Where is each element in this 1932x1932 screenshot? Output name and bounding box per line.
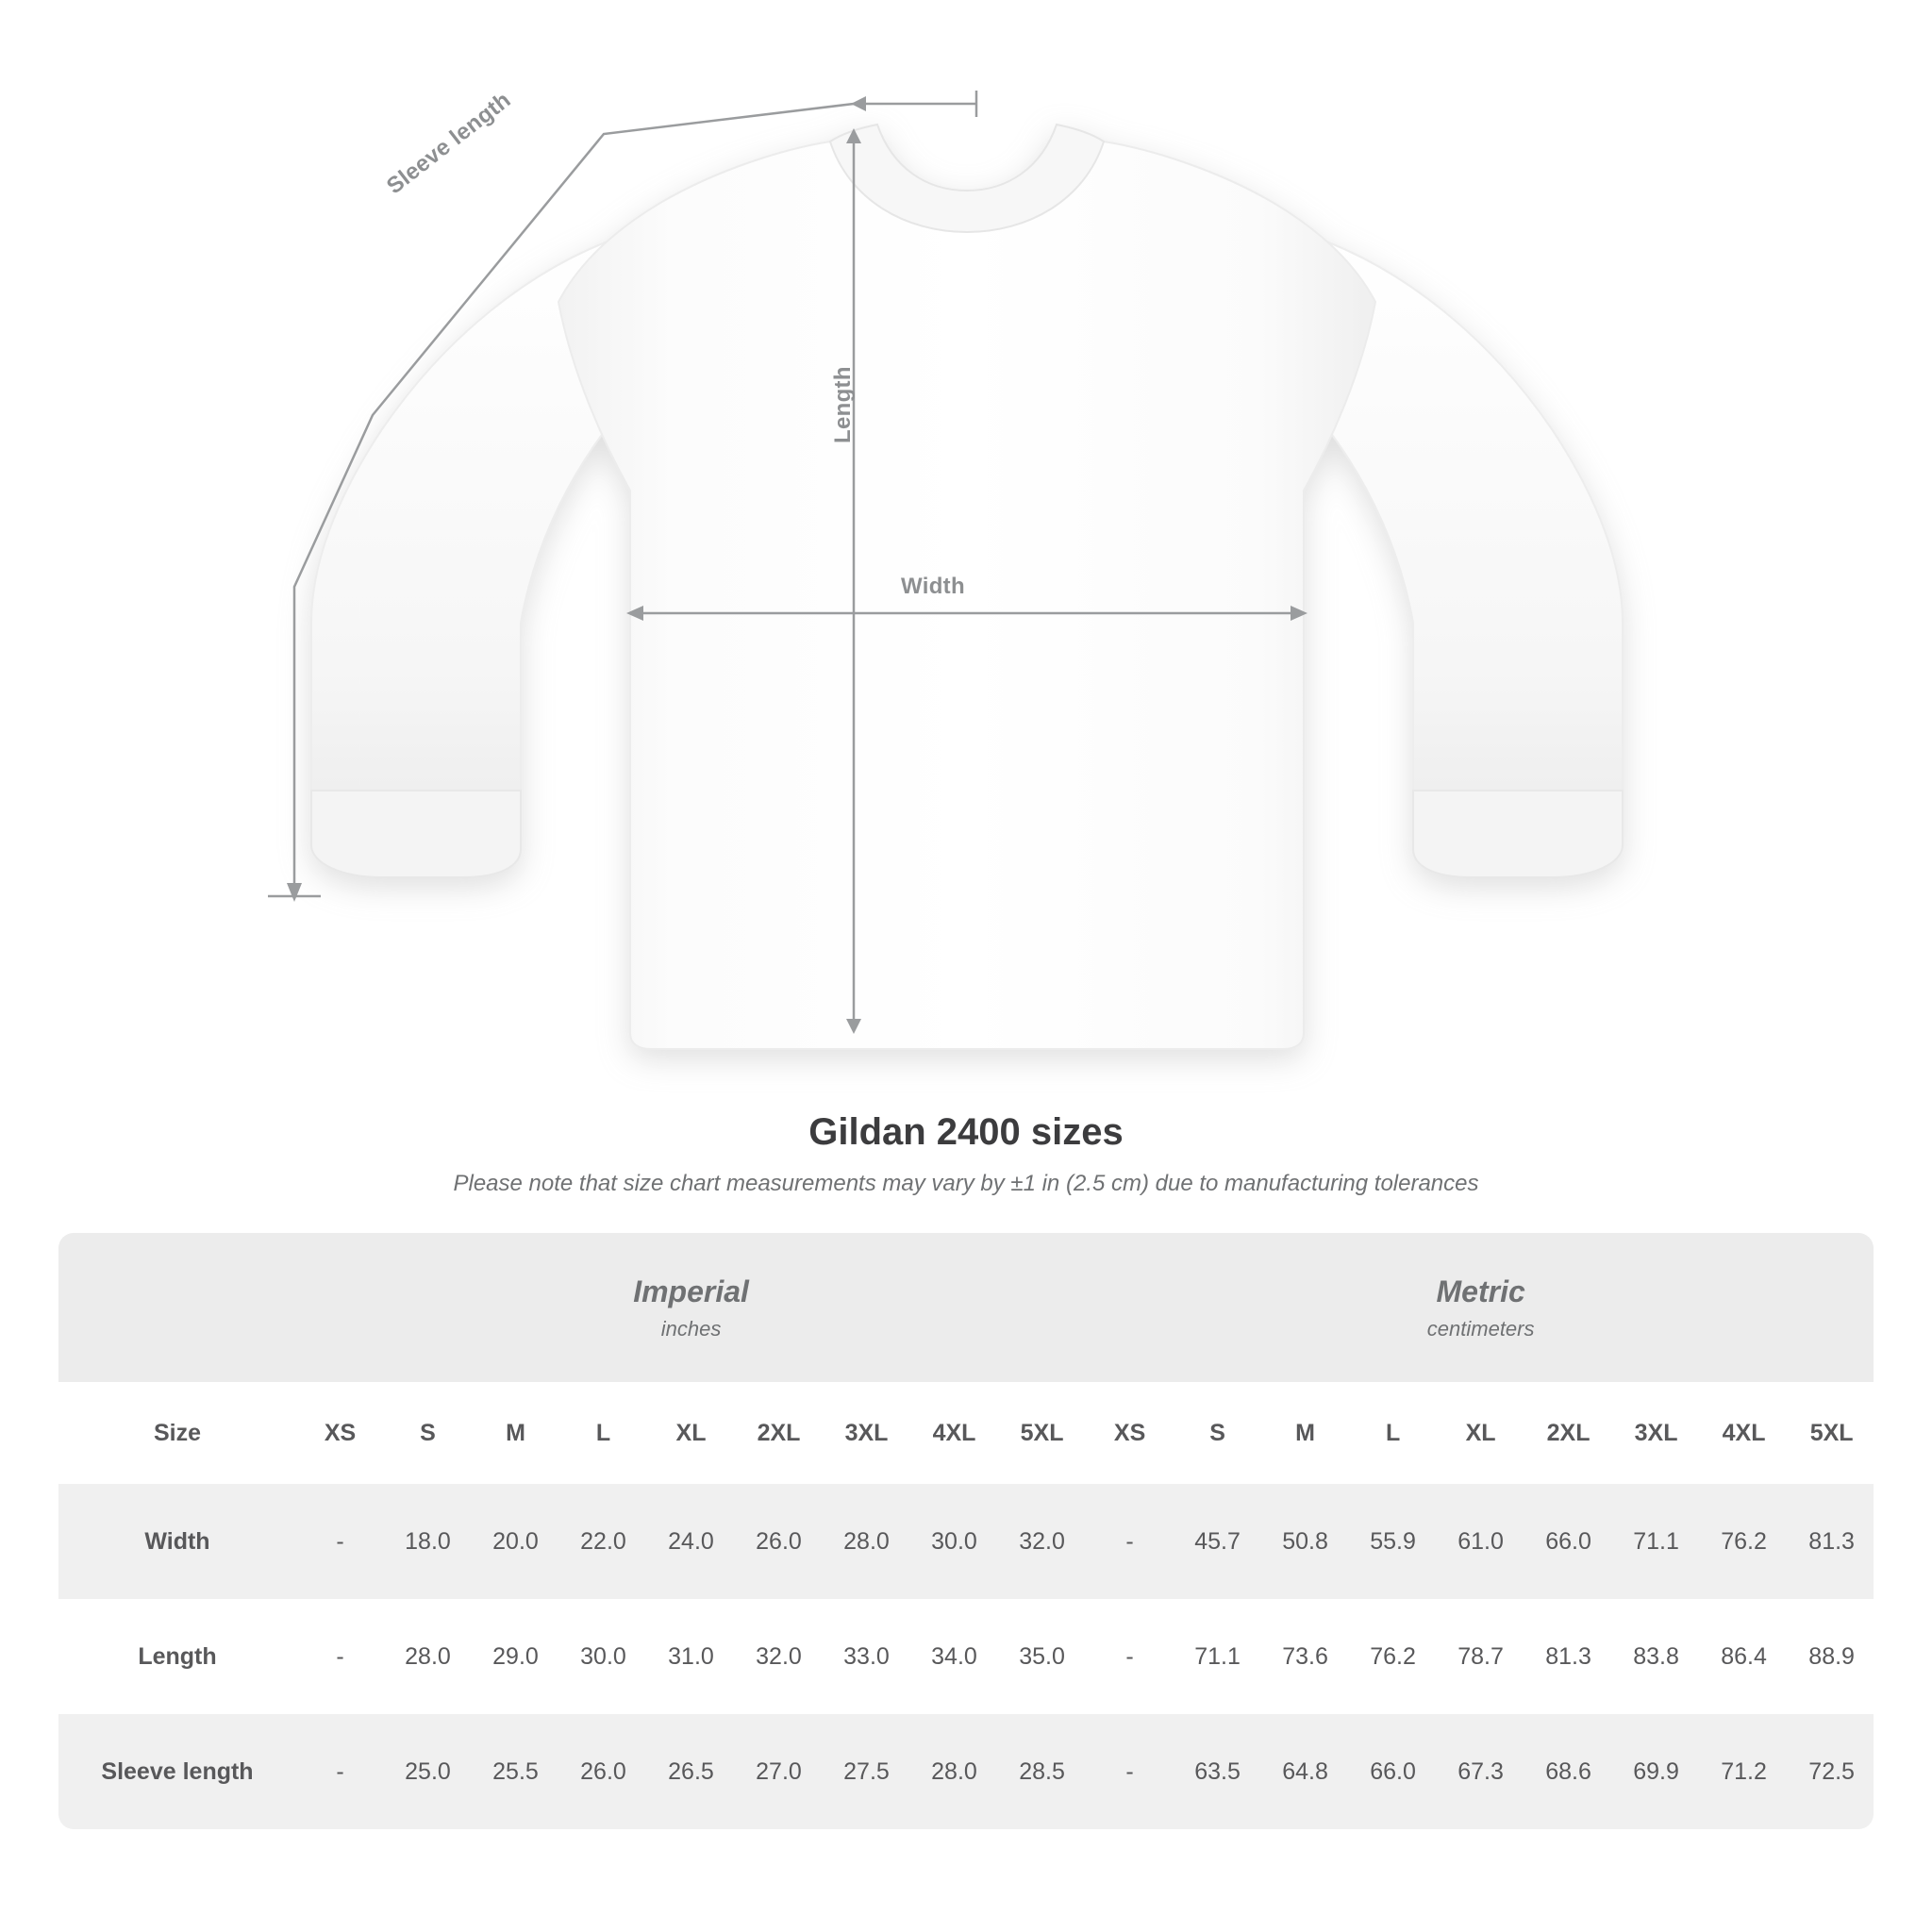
size-header-metric-xs: XS <box>1086 1382 1174 1484</box>
row-header-length: Length <box>58 1599 296 1714</box>
size-header-imperial-5xl: 5XL <box>998 1382 1086 1484</box>
size-header-metric-xl: XL <box>1437 1382 1524 1484</box>
cell-length-imperial-3xl: 33.0 <box>823 1599 910 1714</box>
cell-sleeve-metric-5xl: 72.5 <box>1788 1714 1874 1829</box>
cell-sleeve-imperial-4xl: 28.0 <box>910 1714 998 1829</box>
row-header-sleeve-length: Sleeve length <box>58 1714 296 1829</box>
cell-length-metric-4xl: 86.4 <box>1700 1599 1788 1714</box>
cell-sleeve-metric-4xl: 71.2 <box>1700 1714 1788 1829</box>
garment-body <box>311 125 1623 1049</box>
size-header-row <box>58 1382 1874 1484</box>
cell-width-metric-xl: 61.0 <box>1437 1484 1524 1599</box>
size-header-imperial-xl: XL <box>647 1382 735 1484</box>
cell-width-imperial-xl: 24.0 <box>647 1484 735 1599</box>
cell-width-metric-3xl: 71.1 <box>1612 1484 1700 1599</box>
page-subtitle: Please note that size chart measurements may vary by ±1 in (2.5 cm) due to manufacturing tolerances <box>453 1171 1479 1196</box>
cell-width-metric-s: 45.7 <box>1174 1484 1261 1599</box>
cell-width-imperial-s: 18.0 <box>384 1484 472 1599</box>
cell-width-metric-5xl: 81.3 <box>1788 1484 1874 1599</box>
cell-sleeve-imperial-m: 25.5 <box>472 1714 559 1829</box>
size-header-imperial-s: S <box>384 1382 472 1484</box>
table-corner-cell <box>58 1233 296 1382</box>
cell-length-metric-xl: 78.7 <box>1437 1599 1524 1714</box>
cell-width-imperial-3xl: 28.0 <box>823 1484 910 1599</box>
title-block <box>0 1111 1932 1197</box>
cell-length-metric-5xl: 88.9 <box>1788 1599 1874 1714</box>
size-header-metric-m: M <box>1261 1382 1349 1484</box>
unit-group-imperial <box>296 1233 1086 1382</box>
size-header-metric-2xl: 2XL <box>1524 1382 1612 1484</box>
size-header-metric-4xl: 4XL <box>1700 1382 1788 1484</box>
cell-width-imperial-5xl: 32.0 <box>998 1484 1086 1599</box>
cell-length-metric-3xl: 83.8 <box>1612 1599 1700 1714</box>
cell-sleeve-metric-xl: 67.3 <box>1437 1714 1524 1829</box>
unit-group-metric-sub: centimeters <box>1426 1316 1535 1341</box>
cell-sleeve-metric-2xl: 68.6 <box>1524 1714 1612 1829</box>
cell-width-imperial-4xl: 30.0 <box>910 1484 998 1599</box>
table-row <box>58 1714 1874 1829</box>
cell-sleeve-imperial-s: 25.0 <box>384 1714 472 1829</box>
cell-sleeve-imperial-5xl: 28.5 <box>998 1714 1086 1829</box>
table-row <box>58 1599 1874 1714</box>
length-dimension-label: Length <box>830 366 856 443</box>
cell-sleeve-imperial-l: 26.0 <box>559 1714 647 1829</box>
cell-length-imperial-l: 30.0 <box>559 1599 647 1714</box>
size-chart-table-wrap <box>58 1233 1874 1829</box>
size-header-metric-l: L <box>1349 1382 1437 1484</box>
unit-group-imperial-name: Imperial <box>633 1274 749 1308</box>
cell-length-metric-m: 73.6 <box>1261 1599 1349 1714</box>
cell-length-imperial-2xl: 32.0 <box>735 1599 823 1714</box>
size-header-imperial-l: L <box>559 1382 647 1484</box>
cell-length-imperial-s: 28.0 <box>384 1599 472 1714</box>
unit-header-row <box>58 1233 1874 1382</box>
page-title: Gildan 2400 sizes <box>808 1111 1124 1153</box>
size-header-imperial-2xl: 2XL <box>735 1382 823 1484</box>
cell-length-metric-s: 71.1 <box>1174 1599 1261 1714</box>
row-header-width: Width <box>58 1484 296 1599</box>
size-column-header: Size <box>58 1382 296 1484</box>
cell-width-imperial-xs: - <box>296 1484 384 1599</box>
sleeve-length-dimension-label: Sleeve length <box>382 87 516 200</box>
size-header-metric-s: S <box>1174 1382 1261 1484</box>
cell-sleeve-metric-m: 64.8 <box>1261 1714 1349 1829</box>
cell-width-metric-xs: - <box>1086 1484 1174 1599</box>
cell-length-metric-2xl: 81.3 <box>1524 1599 1612 1714</box>
size-header-imperial-3xl: 3XL <box>823 1382 910 1484</box>
cell-width-imperial-2xl: 26.0 <box>735 1484 823 1599</box>
cell-width-imperial-m: 20.0 <box>472 1484 559 1599</box>
unit-group-metric <box>1086 1233 1874 1382</box>
cell-sleeve-imperial-3xl: 27.5 <box>823 1714 910 1829</box>
cell-sleeve-imperial-2xl: 27.0 <box>735 1714 823 1829</box>
size-header-metric-5xl: 5XL <box>1788 1382 1874 1484</box>
table-row <box>58 1484 1874 1599</box>
size-chart-table <box>58 1233 1874 1829</box>
cell-length-imperial-4xl: 34.0 <box>910 1599 998 1714</box>
cell-sleeve-metric-s: 63.5 <box>1174 1714 1261 1829</box>
cell-length-imperial-xs: - <box>296 1599 384 1714</box>
size-header-imperial-xs: XS <box>296 1382 384 1484</box>
width-dimension-label: Width <box>901 574 965 599</box>
cell-sleeve-metric-3xl: 69.9 <box>1612 1714 1700 1829</box>
cell-length-imperial-m: 29.0 <box>472 1599 559 1714</box>
cell-length-imperial-5xl: 35.0 <box>998 1599 1086 1714</box>
unit-group-metric-name: Metric <box>1436 1274 1525 1308</box>
cell-width-metric-2xl: 66.0 <box>1524 1484 1612 1599</box>
cell-sleeve-imperial-xl: 26.5 <box>647 1714 735 1829</box>
cell-sleeve-metric-xs: - <box>1086 1714 1174 1829</box>
cell-width-metric-l: 55.9 <box>1349 1484 1437 1599</box>
cell-width-metric-m: 50.8 <box>1261 1484 1349 1599</box>
size-header-metric-3xl: 3XL <box>1612 1382 1700 1484</box>
unit-group-imperial-sub: inches <box>660 1316 722 1341</box>
cell-sleeve-metric-l: 66.0 <box>1349 1714 1437 1829</box>
cell-width-imperial-l: 22.0 <box>559 1484 647 1599</box>
cell-width-metric-4xl: 76.2 <box>1700 1484 1788 1599</box>
cell-sleeve-imperial-xs: - <box>296 1714 384 1829</box>
cell-length-metric-l: 76.2 <box>1349 1599 1437 1714</box>
cell-length-metric-xs: - <box>1086 1599 1174 1714</box>
size-header-imperial-4xl: 4XL <box>910 1382 998 1484</box>
cell-length-imperial-xl: 31.0 <box>647 1599 735 1714</box>
size-header-imperial-m: M <box>472 1382 559 1484</box>
